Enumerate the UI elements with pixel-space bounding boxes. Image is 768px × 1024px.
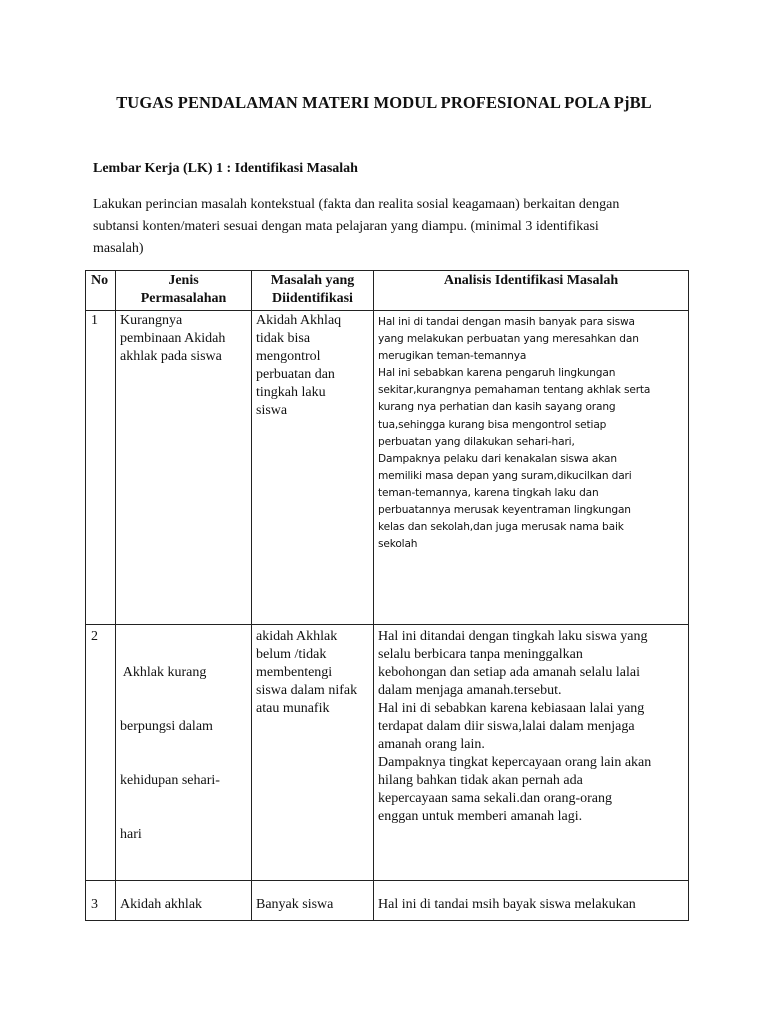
cell-line: Akhlak kurang bbox=[120, 665, 207, 680]
cell-line: akidah Akhlak bbox=[256, 629, 338, 644]
cell-line: membentengi bbox=[256, 665, 333, 680]
header-masalah-line: Diidentifikasi bbox=[272, 291, 353, 306]
analisis-text-block bbox=[378, 312, 684, 553]
table-row bbox=[86, 881, 689, 921]
cell-masalah bbox=[252, 881, 374, 921]
intro-line: subtansi konten/materi sesuai dengan mata pelajaran yang diampu. (minimal 3 identifikasi bbox=[93, 219, 599, 234]
intro-paragraph bbox=[93, 194, 683, 260]
cell-line: amanah orang lain. bbox=[378, 737, 485, 752]
cell-analisis bbox=[374, 881, 689, 921]
cell-line: selalu berbicara tanpa meninggalkan bbox=[378, 647, 583, 662]
cell-line: dalam menjaga amanah.tersebut. bbox=[378, 683, 562, 698]
section-heading: Lembar Kerja (LK) 1 : Identifikasi Masalah bbox=[93, 161, 358, 176]
cell-line: Hal ini di tandai dengan masih banyak para siswa bbox=[378, 316, 635, 328]
cell-line: Hal ini di tandai msih bayak siswa melakukan bbox=[378, 897, 636, 912]
table-row bbox=[86, 625, 689, 881]
cell-line: perbuatan yang dilakukan sehari-hari, bbox=[378, 435, 575, 448]
cell-line: kepercayaan sama sekali.dan orang-orang bbox=[378, 791, 612, 806]
cell-line: tidak bisa bbox=[256, 331, 311, 346]
cell-line: Hal ini di sebabkan karena kebiasaan lalai yang bbox=[378, 701, 645, 716]
cell-jenis bbox=[116, 881, 252, 921]
cell-line: perbuatan dan bbox=[256, 367, 335, 382]
intro-line: Lakukan perincian masalah kontekstual (fakta dan realita sosial keagamaan) berkaitan dengan bbox=[93, 197, 620, 212]
cell-line: Akidah Akhlaq bbox=[256, 313, 342, 328]
cell-line: memiliki masa depan yang suram,dikucilkan dari bbox=[378, 469, 632, 482]
cell-line: Kurangnya bbox=[120, 313, 183, 328]
cell-line: akhlak pada siswa bbox=[120, 349, 222, 364]
cell-jenis bbox=[116, 625, 252, 881]
cell-line: Banyak siswa bbox=[256, 897, 334, 912]
header-masalah-line: Masalah yang bbox=[270, 273, 355, 288]
cell-line: mengontrol bbox=[256, 349, 321, 364]
cell-line: sekolah bbox=[378, 538, 418, 551]
header-masalah bbox=[252, 271, 374, 311]
cell-line: sekitar,kurangnya pemahaman tentang akhlak serta bbox=[378, 384, 651, 397]
cell-line: kebohongan dan setiap ada amanah selalu lalai bbox=[378, 665, 641, 680]
cell-line: hari bbox=[120, 827, 142, 842]
header-jenis bbox=[116, 271, 252, 311]
cell-line: perbuatannya merusak keyentraman lingkungan bbox=[378, 504, 631, 517]
cell-masalah bbox=[252, 311, 374, 625]
cell-line: Dampaknya tingkat kepercayaan orang lain akan bbox=[378, 755, 652, 770]
problem-identification-table bbox=[85, 270, 689, 921]
document-title: TUGAS PENDALAMAN MATERI MODUL PROFESIONAL POLA PjBL bbox=[116, 93, 652, 112]
cell-line: tua,sehingga kurang bisa mengontrol setiap bbox=[378, 418, 607, 431]
cell-jenis bbox=[116, 311, 252, 625]
cell-line: kehidupan sehari- bbox=[120, 773, 220, 788]
cell-masalah bbox=[252, 625, 374, 881]
cell-line: tingkah laku bbox=[256, 385, 326, 400]
table-row bbox=[86, 311, 689, 625]
intro-line: masalah) bbox=[93, 241, 144, 256]
cell-line: Hal ini sebabkan karena pengaruh lingkungan bbox=[378, 367, 616, 380]
table-header-row bbox=[86, 271, 689, 311]
cell-line: merugikan teman-temannya bbox=[378, 350, 527, 363]
cell-line: teman-temannya, karena tingkah laku dan bbox=[378, 486, 599, 499]
header-no: No bbox=[86, 271, 116, 311]
cell-line: Hal ini ditandai dengan tingkah laku siswa yang bbox=[378, 629, 648, 644]
cell-line: hilang bahkan tidak akan pernah ada bbox=[378, 773, 583, 788]
row-number: 3 bbox=[86, 881, 116, 921]
cell-line: siswa bbox=[256, 403, 288, 418]
cell-line: kelas dan sekolah,dan juga merusak nama baik bbox=[378, 521, 624, 534]
cell-line: atau munafik bbox=[256, 701, 330, 716]
cell-line: enggan untuk memberi amanah lagi. bbox=[378, 809, 583, 824]
row-number: 2 bbox=[86, 625, 116, 881]
row-number: 1 bbox=[86, 311, 116, 625]
cell-line: Akidah akhlak bbox=[120, 897, 203, 912]
header-jenis-line: Jenis bbox=[168, 273, 199, 288]
cell-line: yang melakukan perbuatan yang meresahkan dan bbox=[378, 333, 639, 346]
header-jenis-line: Permasalahan bbox=[140, 291, 227, 306]
cell-line: Dampaknya pelaku dari kenakalan siswa akan bbox=[378, 452, 617, 465]
cell-line: terdapat dalam diir siswa,lalai dalam menjaga bbox=[378, 719, 635, 734]
cell-analisis bbox=[374, 311, 689, 625]
cell-line: pembinaan Akidah bbox=[120, 331, 226, 346]
cell-line: siswa dalam nifak bbox=[256, 683, 358, 698]
cell-line: berpungsi dalam bbox=[120, 719, 213, 734]
cell-analisis bbox=[374, 625, 689, 881]
cell-line: belum /tidak bbox=[256, 647, 327, 662]
header-analisis: Analisis Identifikasi Masalah bbox=[374, 271, 689, 311]
cell-line: kurang nya perhatian dan kasih sayang orang bbox=[378, 401, 616, 414]
